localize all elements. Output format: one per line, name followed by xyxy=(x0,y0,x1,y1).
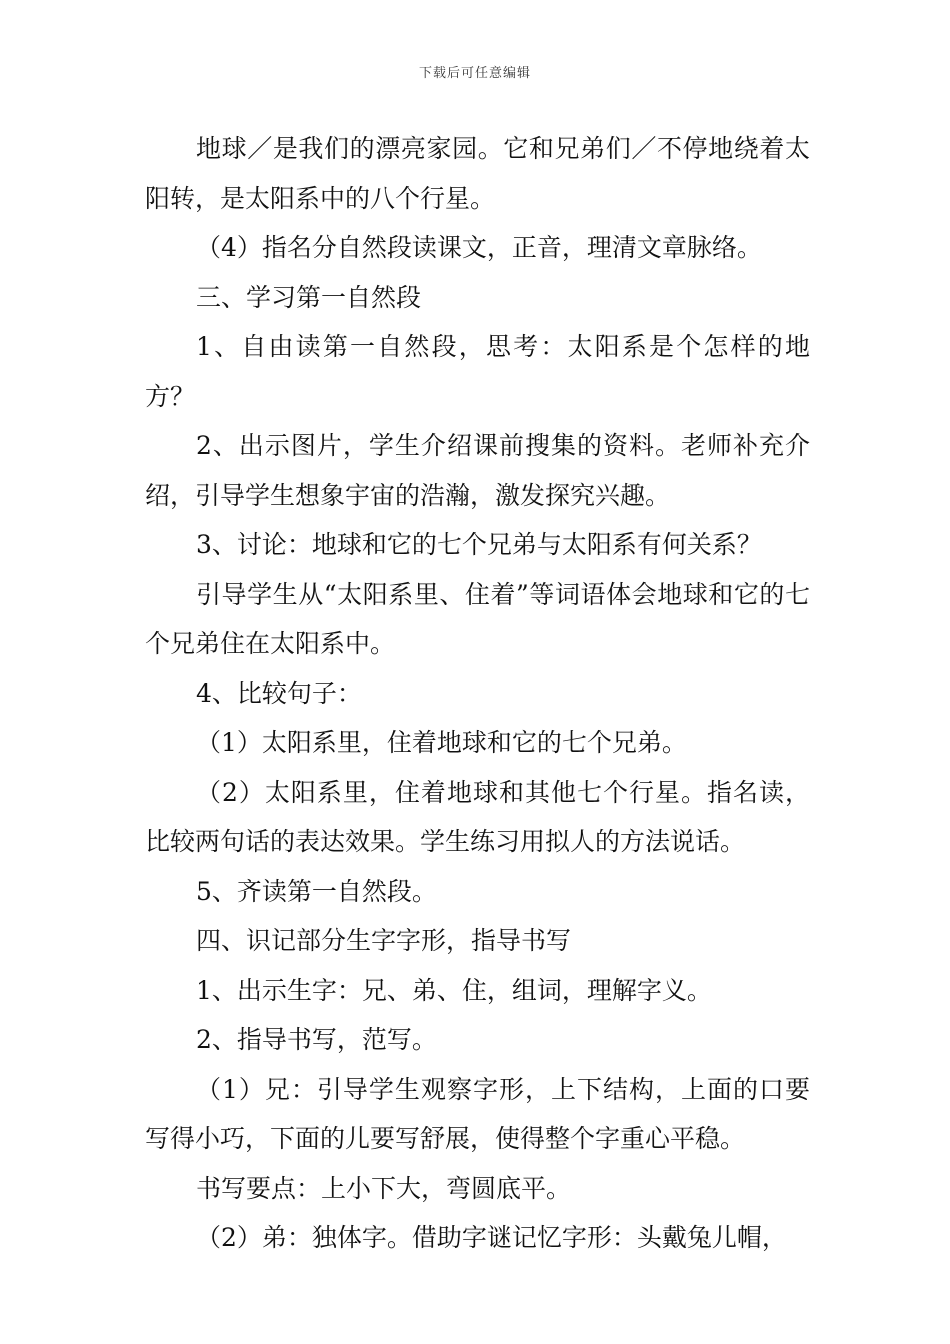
paragraph: （4）指名分自然段读课文，正音，理清文章脉络。 xyxy=(196,233,762,262)
paragraph: （1）太阳系里，住着地球和它的七个兄弟。 xyxy=(196,728,687,757)
paragraph: 3、讨论：地球和它的七个兄弟与太阳系有何关系？ xyxy=(196,530,762,559)
paragraph: 2、指导书写，范写。 xyxy=(196,1025,437,1054)
document-body xyxy=(145,124,810,1263)
paragraph: 引导学生从“太阳系里、住着”等词语体会地球和它的七个兄弟住在太阳系中。 xyxy=(145,579,810,658)
paragraph: （1）兄：引导学生观察字形，上下结构，上面的口要写得小巧，下面的儿要写舒展，使得整个字重心平稳。 xyxy=(145,1074,810,1153)
section-heading: 四、识记部分生字字形，指导书写 xyxy=(196,926,572,955)
paragraph: 4、比较句子： xyxy=(196,678,362,708)
section-heading: 三、学习第一自然段 xyxy=(196,282,422,312)
paragraph: （2）弟：独体字。借助字谜记忆字形：头戴兔儿帽， xyxy=(196,1223,787,1252)
page-header: 下载后可任意编辑 xyxy=(418,66,531,81)
paragraph: 1、出示生字：兄、弟、住，组词，理解字义。 xyxy=(196,975,712,1005)
paragraph: （2）太阳系里，住着地球和其他七个行星。指名读，比较两句话的表达效果。学生练习用拟人的方法说话。 xyxy=(145,777,810,856)
paragraph: 5、齐读第一自然段。 xyxy=(196,876,437,906)
paragraph: 书写要点：上小下大，弯圆底平。 xyxy=(196,1173,572,1203)
paragraph: 地球／是我们的漂亮家园。它和兄弟们／不停地绕着太阳转，是太阳系中的八个行星。 xyxy=(145,134,810,213)
paragraph: 2、出示图片，学生介绍课前搜集的资料。老师补充介绍，引导学生想象宇宙的浩瀚，激发探究兴趣。 xyxy=(145,431,810,510)
paragraph: 1、自由读第一自然段，思考：太阳系是个怎样的地方？ xyxy=(145,332,810,411)
